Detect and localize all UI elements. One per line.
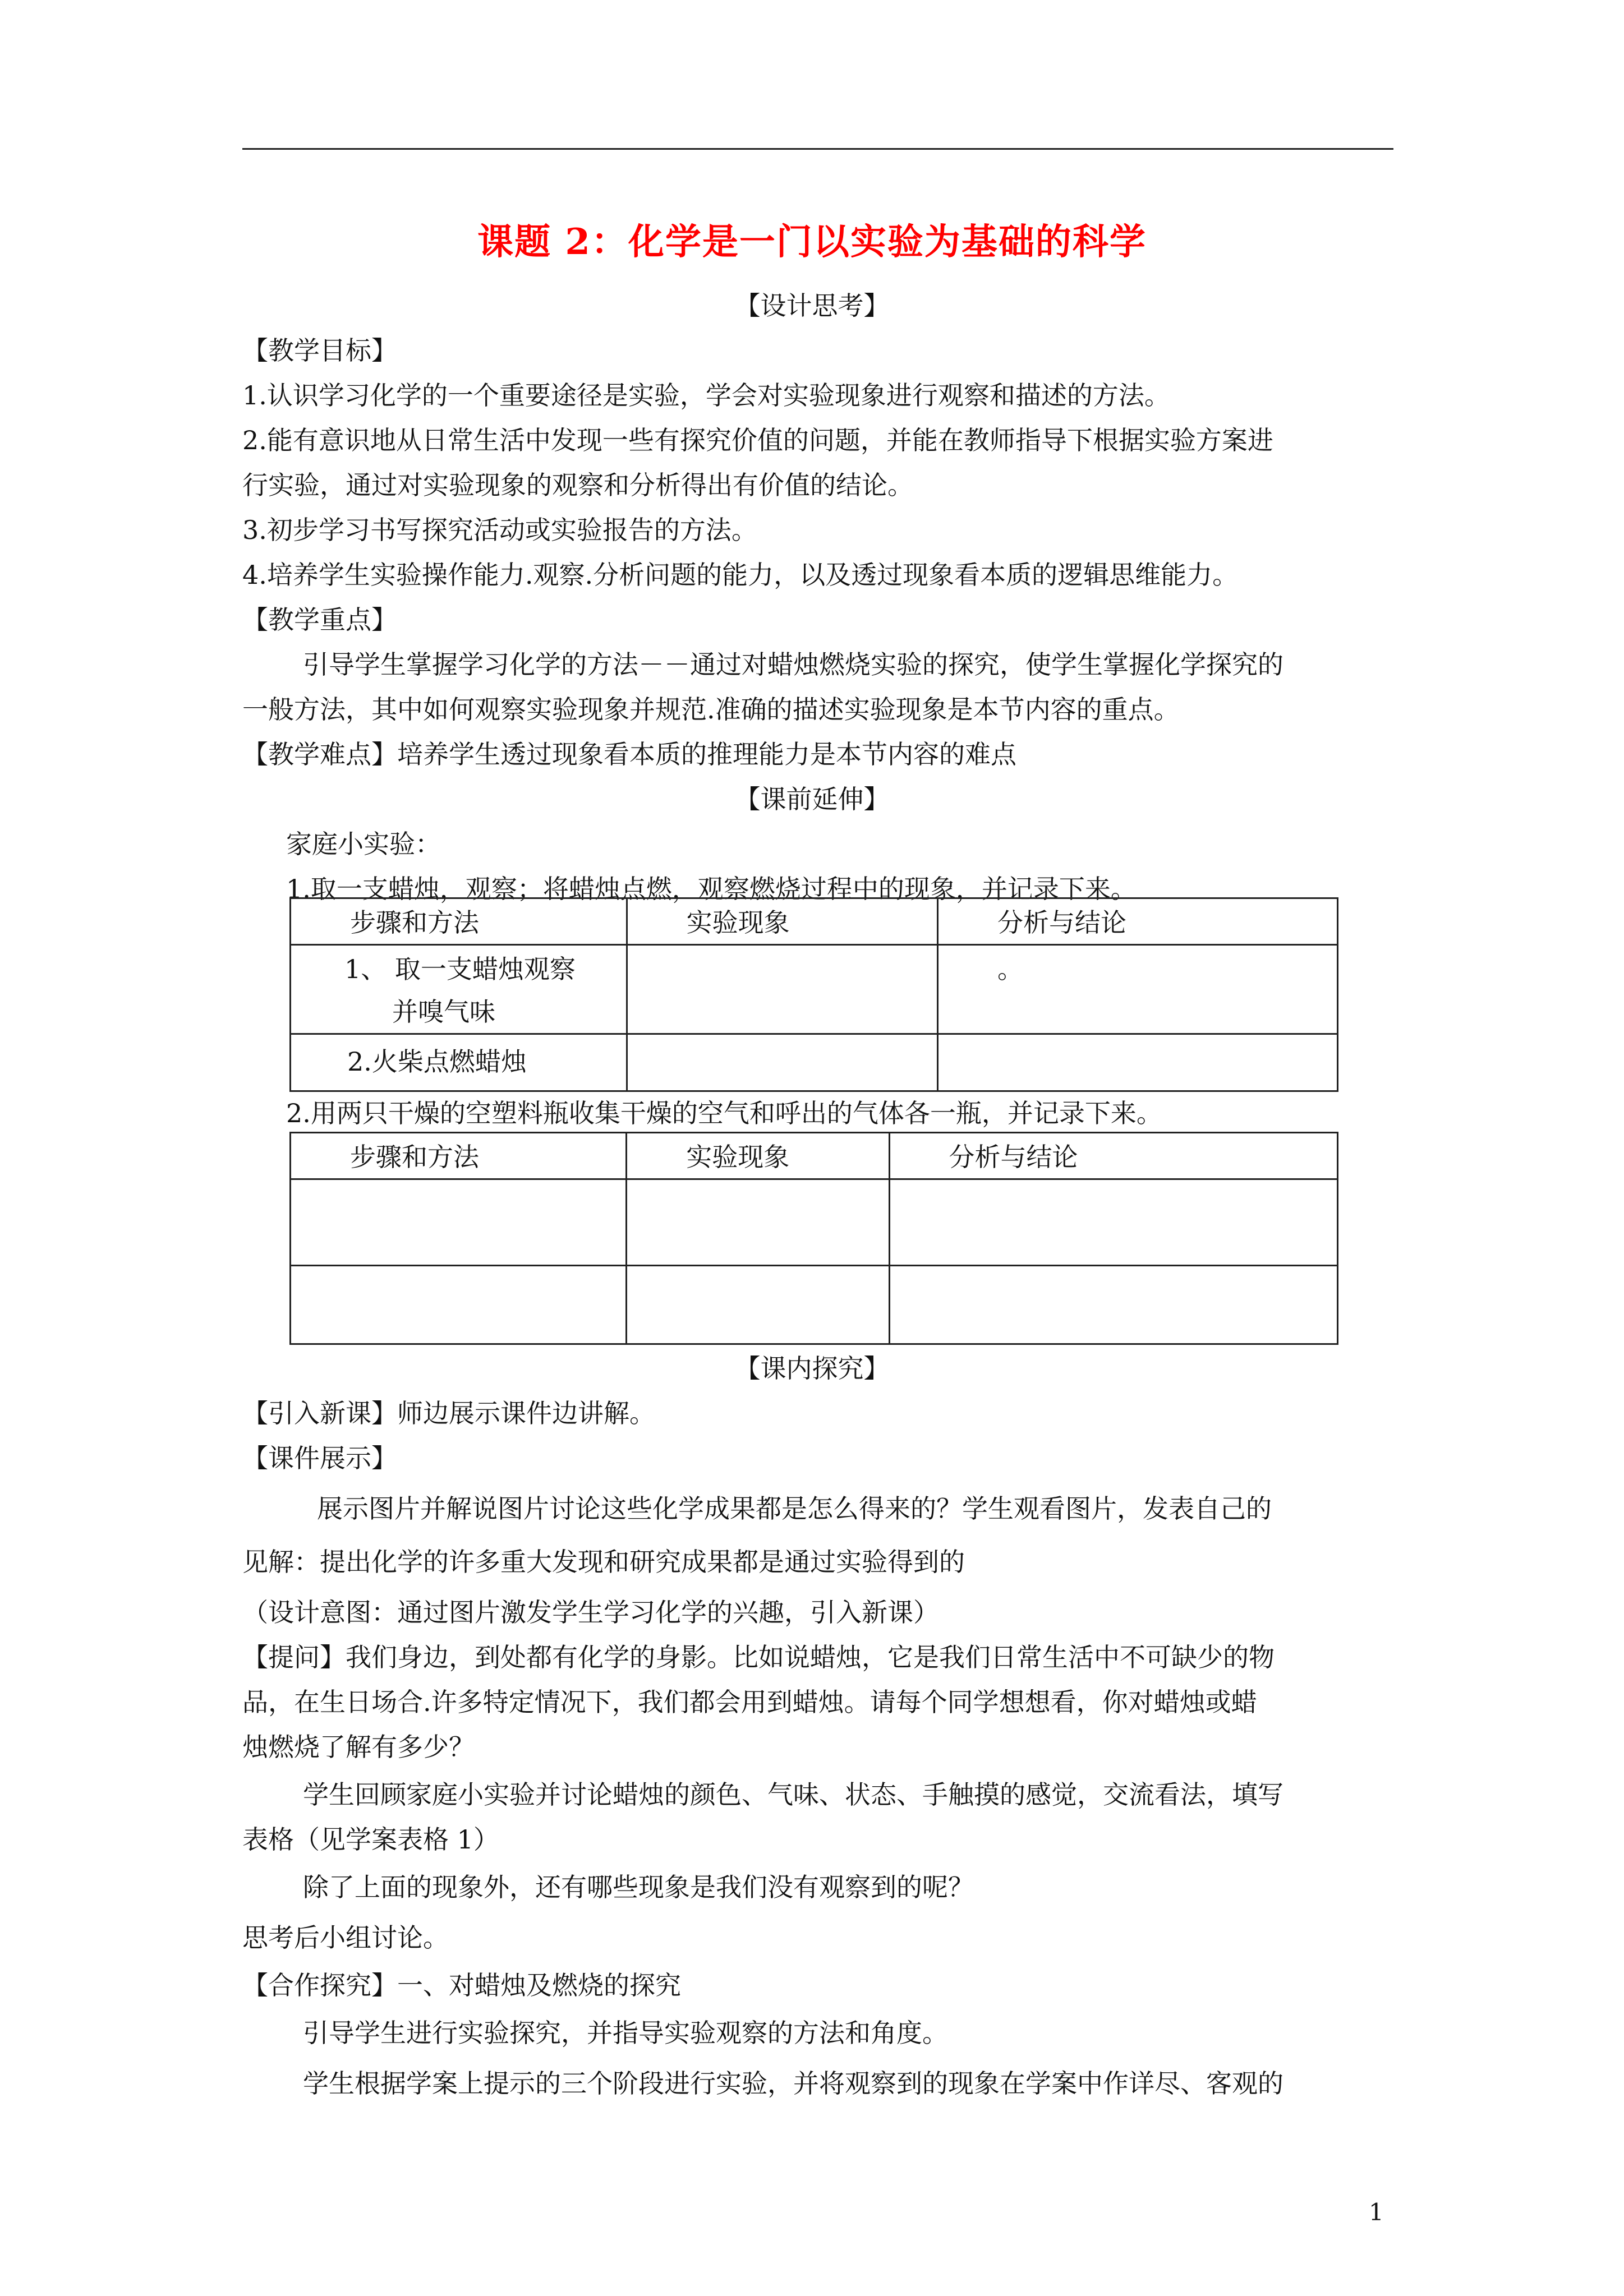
experiment-table-2 <box>289 1132 1338 1345</box>
table-cell-text: 并嗅气味 <box>392 997 495 1027</box>
review-line: 学生回顾家庭小实验并讨论蜡烛的颜色、气味、状态、手触摸的感觉，交流看法，填写 <box>303 1779 1283 1810</box>
table-cell <box>627 1179 889 1266</box>
besides-line: 除了上面的现象外，还有哪些现象是我们没有观察到的呢？ <box>303 1872 974 1902</box>
courseware-heading: 【课件展示】 <box>242 1443 397 1473</box>
section-preview: 【课前延伸】 <box>734 784 890 814</box>
question-line: 烛燃烧了解有多少？ <box>242 1732 475 1762</box>
table-header: 实验现象 <box>686 907 790 938</box>
page-number: 1 <box>1369 2198 1384 2226</box>
question-line: 【提问】我们身边，到处都有化学的身影。比如说蜡烛，它是我们日常生活中不可缺少的物 <box>242 1642 1275 1672</box>
section-inclass: 【课内探究】 <box>734 1353 890 1384</box>
home-experiment-label: 家庭小实验： <box>286 829 441 859</box>
table-cell <box>291 1179 627 1266</box>
table-cell <box>889 1266 1338 1344</box>
goal-item: 2.能有意识地从日常生活中发现一些有探究价值的问题，并能在教师指导下根据实验方案进 <box>242 425 1273 455</box>
header-rule <box>242 148 1393 150</box>
table-header: 步骤和方法 <box>350 1142 479 1172</box>
table-cell <box>291 1266 627 1344</box>
table-cell <box>627 1034 937 1091</box>
key-points-heading: 【教学重点】 <box>242 605 397 635</box>
table-cell <box>938 945 1338 1034</box>
table-header: 实验现象 <box>686 1142 790 1172</box>
table-cell <box>291 1034 627 1091</box>
difficulty-line: 【教学难点】培养学生透过现象看本质的推理能力是本节内容的难点 <box>242 739 1016 769</box>
key-points-line: 引导学生掌握学习化学的方法－－通过对蜡烛燃烧实验的探究，使学生掌握化学探究的 <box>303 649 1283 680</box>
table-cell-text: 1、 取一支蜡烛观察 <box>344 954 576 984</box>
task-2: 2.用两只干燥的空塑料瓶收集干燥的空气和呼出的气体各一瓶，并记录下来。 <box>286 1098 1162 1128</box>
key-points-line: 一般方法，其中如何观察实验现象并规范.准确的描述实验现象是本节内容的重点。 <box>242 694 1180 725</box>
table-cell <box>938 1034 1338 1091</box>
courseware-line: 见解：提出化学的许多重大发现和研究成果都是通过实验得到的 <box>242 1547 965 1577</box>
lesson-intro: 【引入新课】师边展示课件边讲解。 <box>242 1398 655 1428</box>
table-header: 步骤和方法 <box>350 907 479 938</box>
table-header: 分析与结论 <box>997 907 1127 938</box>
table-cell <box>627 945 937 1034</box>
courseware-line: 展示图片并解说图片讨论这些化学成果都是怎么得来的？学生观看图片，发表自己的 <box>317 1493 1272 1524</box>
table-cell-text: 2.火柴点燃蜡烛 <box>347 1046 527 1077</box>
goals-heading: 【教学目标】 <box>242 335 397 366</box>
table-cell <box>291 945 627 1034</box>
review-line: 表格（见学案表格 1） <box>242 1824 499 1855</box>
goal-item: 4.培养学生实验操作能力.观察.分析问题的能力，以及透过现象看本质的逻辑思维能力。 <box>242 560 1239 590</box>
guide-line: 引导学生进行实验探究，并指导实验观察的方法和角度。 <box>303 2018 948 2048</box>
design-intent: （设计意图：通过图片激发学生学习化学的兴趣，引入新课） <box>242 1597 939 1628</box>
experiment-table-1 <box>289 897 1338 1092</box>
page-title: 课题 2：化学是一门以实验为基础的科学 <box>477 221 1147 263</box>
last-line: 学生根据学案上提示的三个阶段进行实验，并将观察到的现象在学案中作详尽、客观的 <box>303 2068 1283 2099</box>
table-cell-text: 。 <box>997 954 1024 984</box>
coop-heading: 【合作探究】一、对蜡烛及燃烧的探究 <box>242 1970 681 2000</box>
goal-item: 3.初步学习书写探究活动或实验报告的方法。 <box>242 515 757 545</box>
table-cell <box>627 1266 889 1344</box>
goal-item: 1.认识学习化学的一个重要途径是实验，学会对实验现象进行观察和描述的方法。 <box>242 380 1170 411</box>
task-1: 1.取一支蜡烛，观察；将蜡烛点燃，观察燃烧过程中的现象，并记录下来。 <box>286 874 1137 904</box>
table-cell <box>889 1179 1338 1266</box>
discuss-line: 思考后小组讨论。 <box>242 1922 449 1953</box>
table-header: 分析与结论 <box>949 1142 1078 1172</box>
section-design: 【设计思考】 <box>734 291 890 321</box>
goal-item: 行实验，通过对实验现象的观察和分析得出有价值的结论。 <box>242 470 913 500</box>
question-line: 品，在生日场合.许多特定情况下，我们都会用到蜡烛。请每个同学想想看，你对蜡烛或蜡 <box>242 1687 1257 1717</box>
